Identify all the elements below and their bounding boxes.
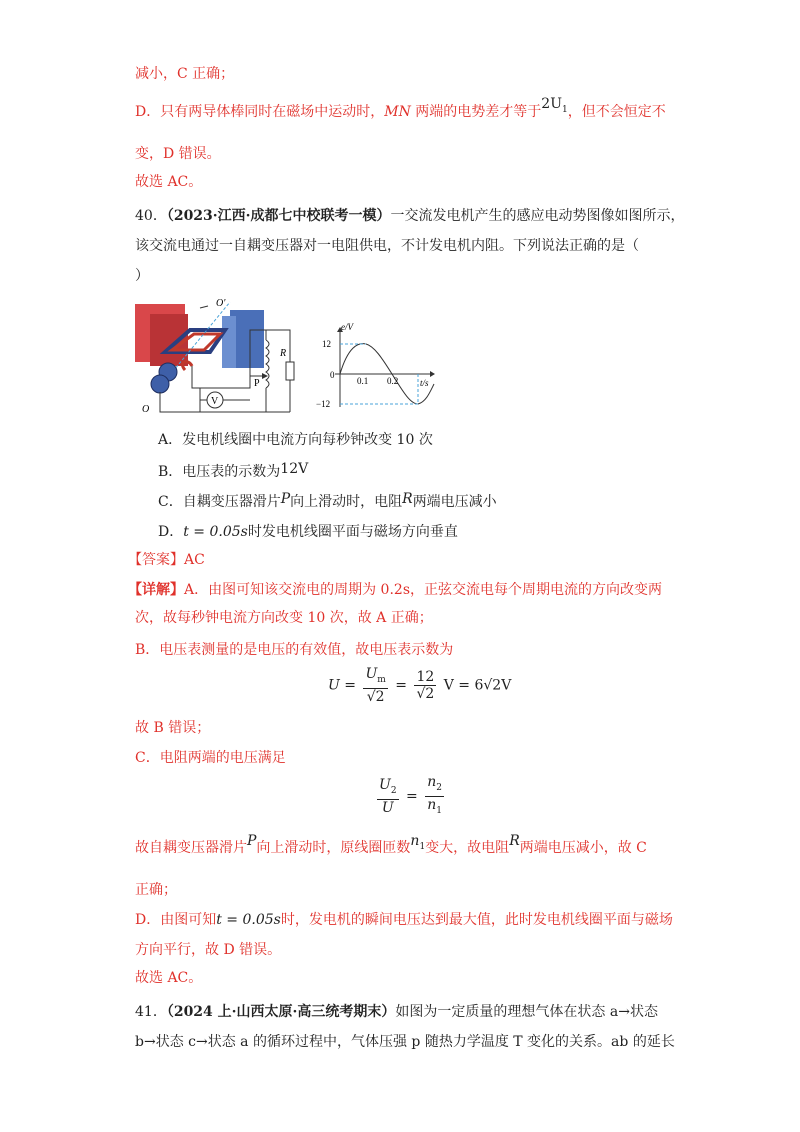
axis-label-bottom: O [142, 404, 150, 415]
voltmeter-label: V [211, 396, 219, 407]
equation-rms: U = $\frac{U_m}{√2}$ = $\frac{12}{√2}$ V = 6√2V [328, 666, 512, 705]
question-source: （2023·江西·成都七中校联考一模） [166, 208, 391, 224]
resistor-symbol [286, 362, 294, 380]
text-fragment: D．只有两导体棒同时在磁场中运动时， [135, 104, 385, 120]
graph-x-label: t/s [420, 378, 429, 388]
option-b: B．电压表的示数为12V [158, 461, 309, 480]
tick-label: −12 [316, 399, 331, 409]
emf-graph [316, 322, 435, 409]
option-a: A．发电机线圈中电流方向每秒钟改变 10 次 [158, 432, 433, 448]
resistor-label: R [280, 348, 287, 359]
option-d: D．t = 0.05s时发电机线圈平面与磁场方向垂直 [158, 524, 458, 540]
detail-line: 【详解】A．由图可知该交流电的周期为 0.2s，正弦交流电每个周期电流的方向改变两 [128, 582, 663, 598]
answer-label: 【答案】AC [128, 552, 205, 568]
text-fragment: ，但不会恒定不 [567, 104, 666, 120]
axis-label-top: O' [216, 298, 226, 309]
text-line [135, 96, 666, 128]
option-c: C．自耦变压器滑片P向上滑动时，电阻R两端电压减小 [158, 491, 497, 510]
question-40-header [135, 206, 685, 226]
graph-y-label: e/V [341, 322, 353, 332]
symbol-mn: MN [384, 104, 411, 120]
question-number: 40． [135, 208, 167, 224]
detail-line: 故选 AC。 [135, 970, 203, 986]
detail-line: 故自耦变压器滑片P向上滑动时，原线圈匝数$n_1$变大，故电阻R两端电压减小，故 C [135, 833, 647, 856]
tick-label: 0.1 [357, 376, 369, 386]
detail-line: 故 B 错误； [135, 720, 211, 736]
question-text: 该交流电通过一自耦变压器对一电阻供电，不计发电机内阻。下列说法正确的是（ [135, 238, 639, 254]
text-fragment: 两端的电势差才等于 [410, 104, 542, 120]
detail-line: 方向平行，故 D 错误。 [135, 942, 282, 958]
detail-line: 次，故每秒钟电流方向改变 10 次，故 A 正确； [135, 610, 433, 626]
text-line: 减小，C 正确； [135, 66, 235, 82]
text-line: 变，D 错误。 [135, 146, 221, 162]
tick-label: 0 [330, 370, 335, 380]
slider-label: P [254, 378, 260, 389]
detail-line: B．电压表测量的是电压的有效值，故电压表示数为 [135, 642, 454, 658]
tick-label: 12 [322, 339, 331, 349]
question-text: 一交流发电机产生的感应电动势图像如图所示， [390, 208, 685, 224]
detail-line: D．由图可知t = 0.05s时，发电机的瞬间电压达到最大值，此时发电机线圈平面与磁场 [135, 912, 673, 928]
question-text: ） [135, 268, 149, 284]
symbol-2u1: $2U_1$ [541, 96, 568, 115]
question-41-header: 41．（2024 上·山西太原·高三统考期末）如图为一定质量的理想气体在状态 a→状态 [135, 1004, 658, 1020]
equation-ratio: $\frac{U_2}{U}$ = $\frac{n_2}{n_1}$ [379, 774, 442, 816]
tick-label: 0.2 [387, 376, 399, 386]
text-line: 故选 AC。 [135, 174, 203, 190]
detail-line: C．电阻两端的电压满足 [135, 750, 286, 766]
generator-figure [130, 292, 440, 422]
detail-line: 正确； [135, 882, 177, 898]
question-text: b→状态 c→状态 a 的循环过程中，气体压强 p 随热力学温度 T 变化的关系。ab 的延长 [135, 1034, 675, 1050]
